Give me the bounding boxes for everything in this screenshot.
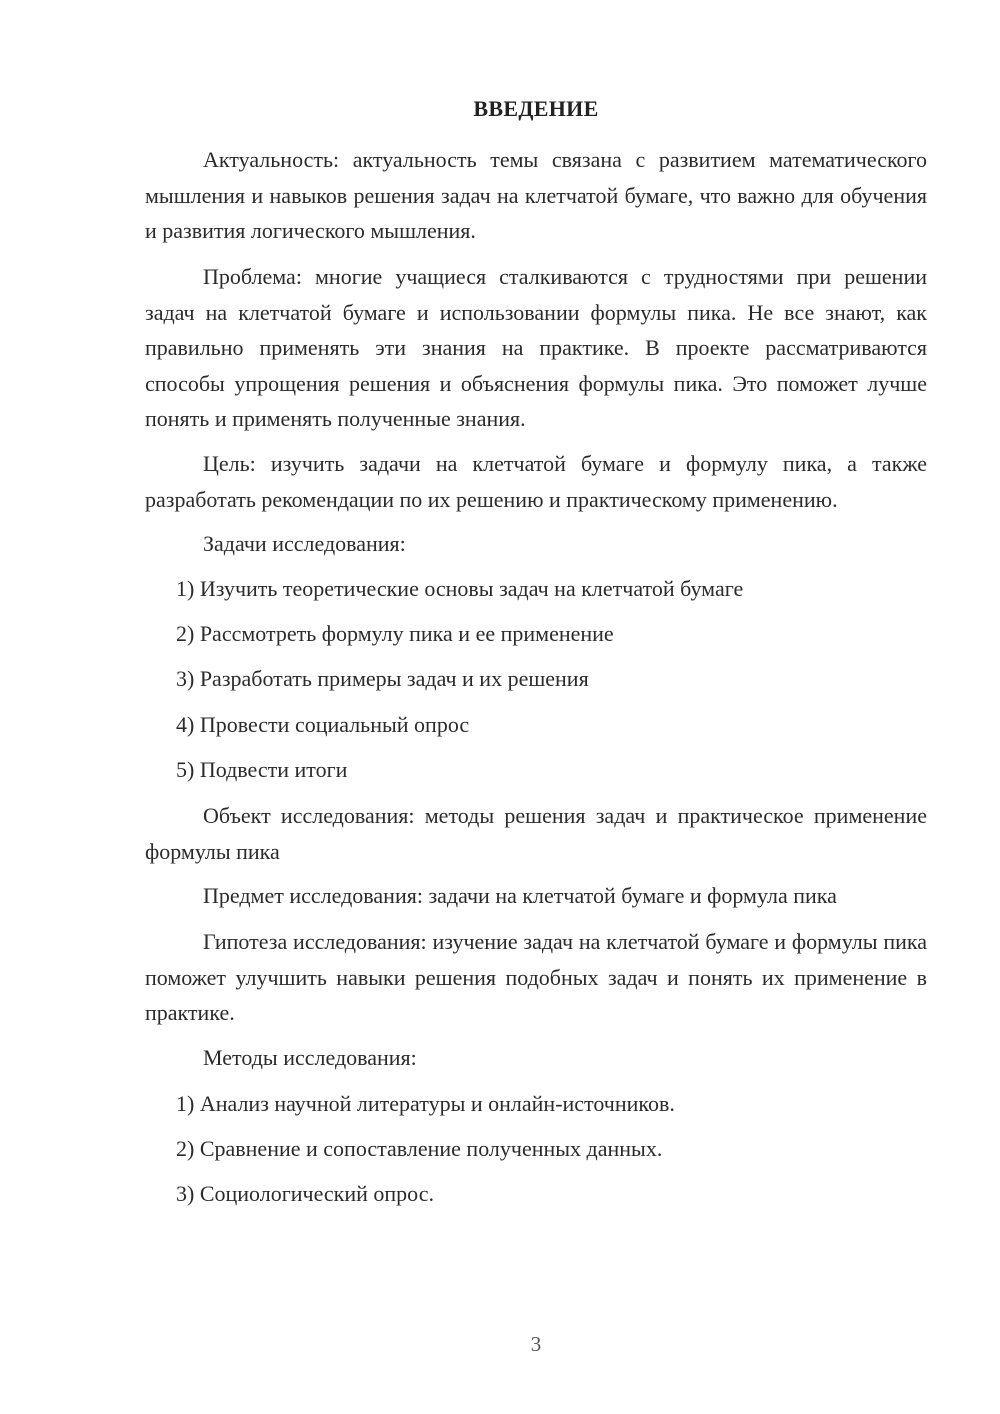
- method-item: 2) Сравнение и сопоставление полученных данных.: [176, 1136, 663, 1161]
- task-item: 1) Изучить теоретические основы задач на клетчатой бумаге: [176, 576, 744, 601]
- problem-paragraph: Проблема: многие учащиеся сталкиваются с трудностями при решении задач на клетчатой бумаге и использовании формулы пика. Не все знают, как правильно применять эти знания на практике. В проекте рассматриваются способы упрощения решения и объяснения формулы пика. Это поможет лучше понять и применять полученные знания.: [145, 264, 927, 431]
- subject-paragraph: Предмет исследования: задачи на клетчатой бумаге и формула пика: [203, 883, 837, 908]
- section-title: ВВЕДЕНИЕ: [473, 96, 599, 121]
- method-item: 1) Анализ научной литературы и онлайн-источников.: [176, 1091, 675, 1116]
- task-item: 2) Рассмотреть формулу пика и ее применение: [176, 621, 614, 646]
- task-item: 5) Подвести итоги: [176, 757, 348, 782]
- task-item: 3) Разработать примеры задач и их решения: [176, 666, 589, 691]
- object-paragraph: Объект исследования: методы решения задач и практическое применение формулы пика: [145, 803, 927, 864]
- goal-paragraph: Цель: изучить задачи на клетчатой бумаге и формулу пика, а также разработать рекомендации по их решению и практическому применению.: [145, 451, 927, 512]
- hypothesis-paragraph: Гипотеза исследования: изучение задач на клетчатой бумаге и формулы пика поможет улучшить навыки решения подобных задач и понять их применение в практике.: [145, 929, 927, 1025]
- relevance-paragraph: Актуальность: актуальность темы связана с развитием математического мышления и навыков решения задач на клетчатой бумаге, что важно для обучения и развития логического мышления.: [145, 147, 927, 243]
- methods-heading: Методы исследования:: [203, 1045, 417, 1070]
- task-item: 4) Провести социальный опрос: [176, 712, 470, 737]
- method-item: 3) Социологический опрос.: [176, 1181, 434, 1206]
- page-number: 3: [530, 1332, 542, 1356]
- tasks-heading: Задачи исследования:: [203, 531, 406, 556]
